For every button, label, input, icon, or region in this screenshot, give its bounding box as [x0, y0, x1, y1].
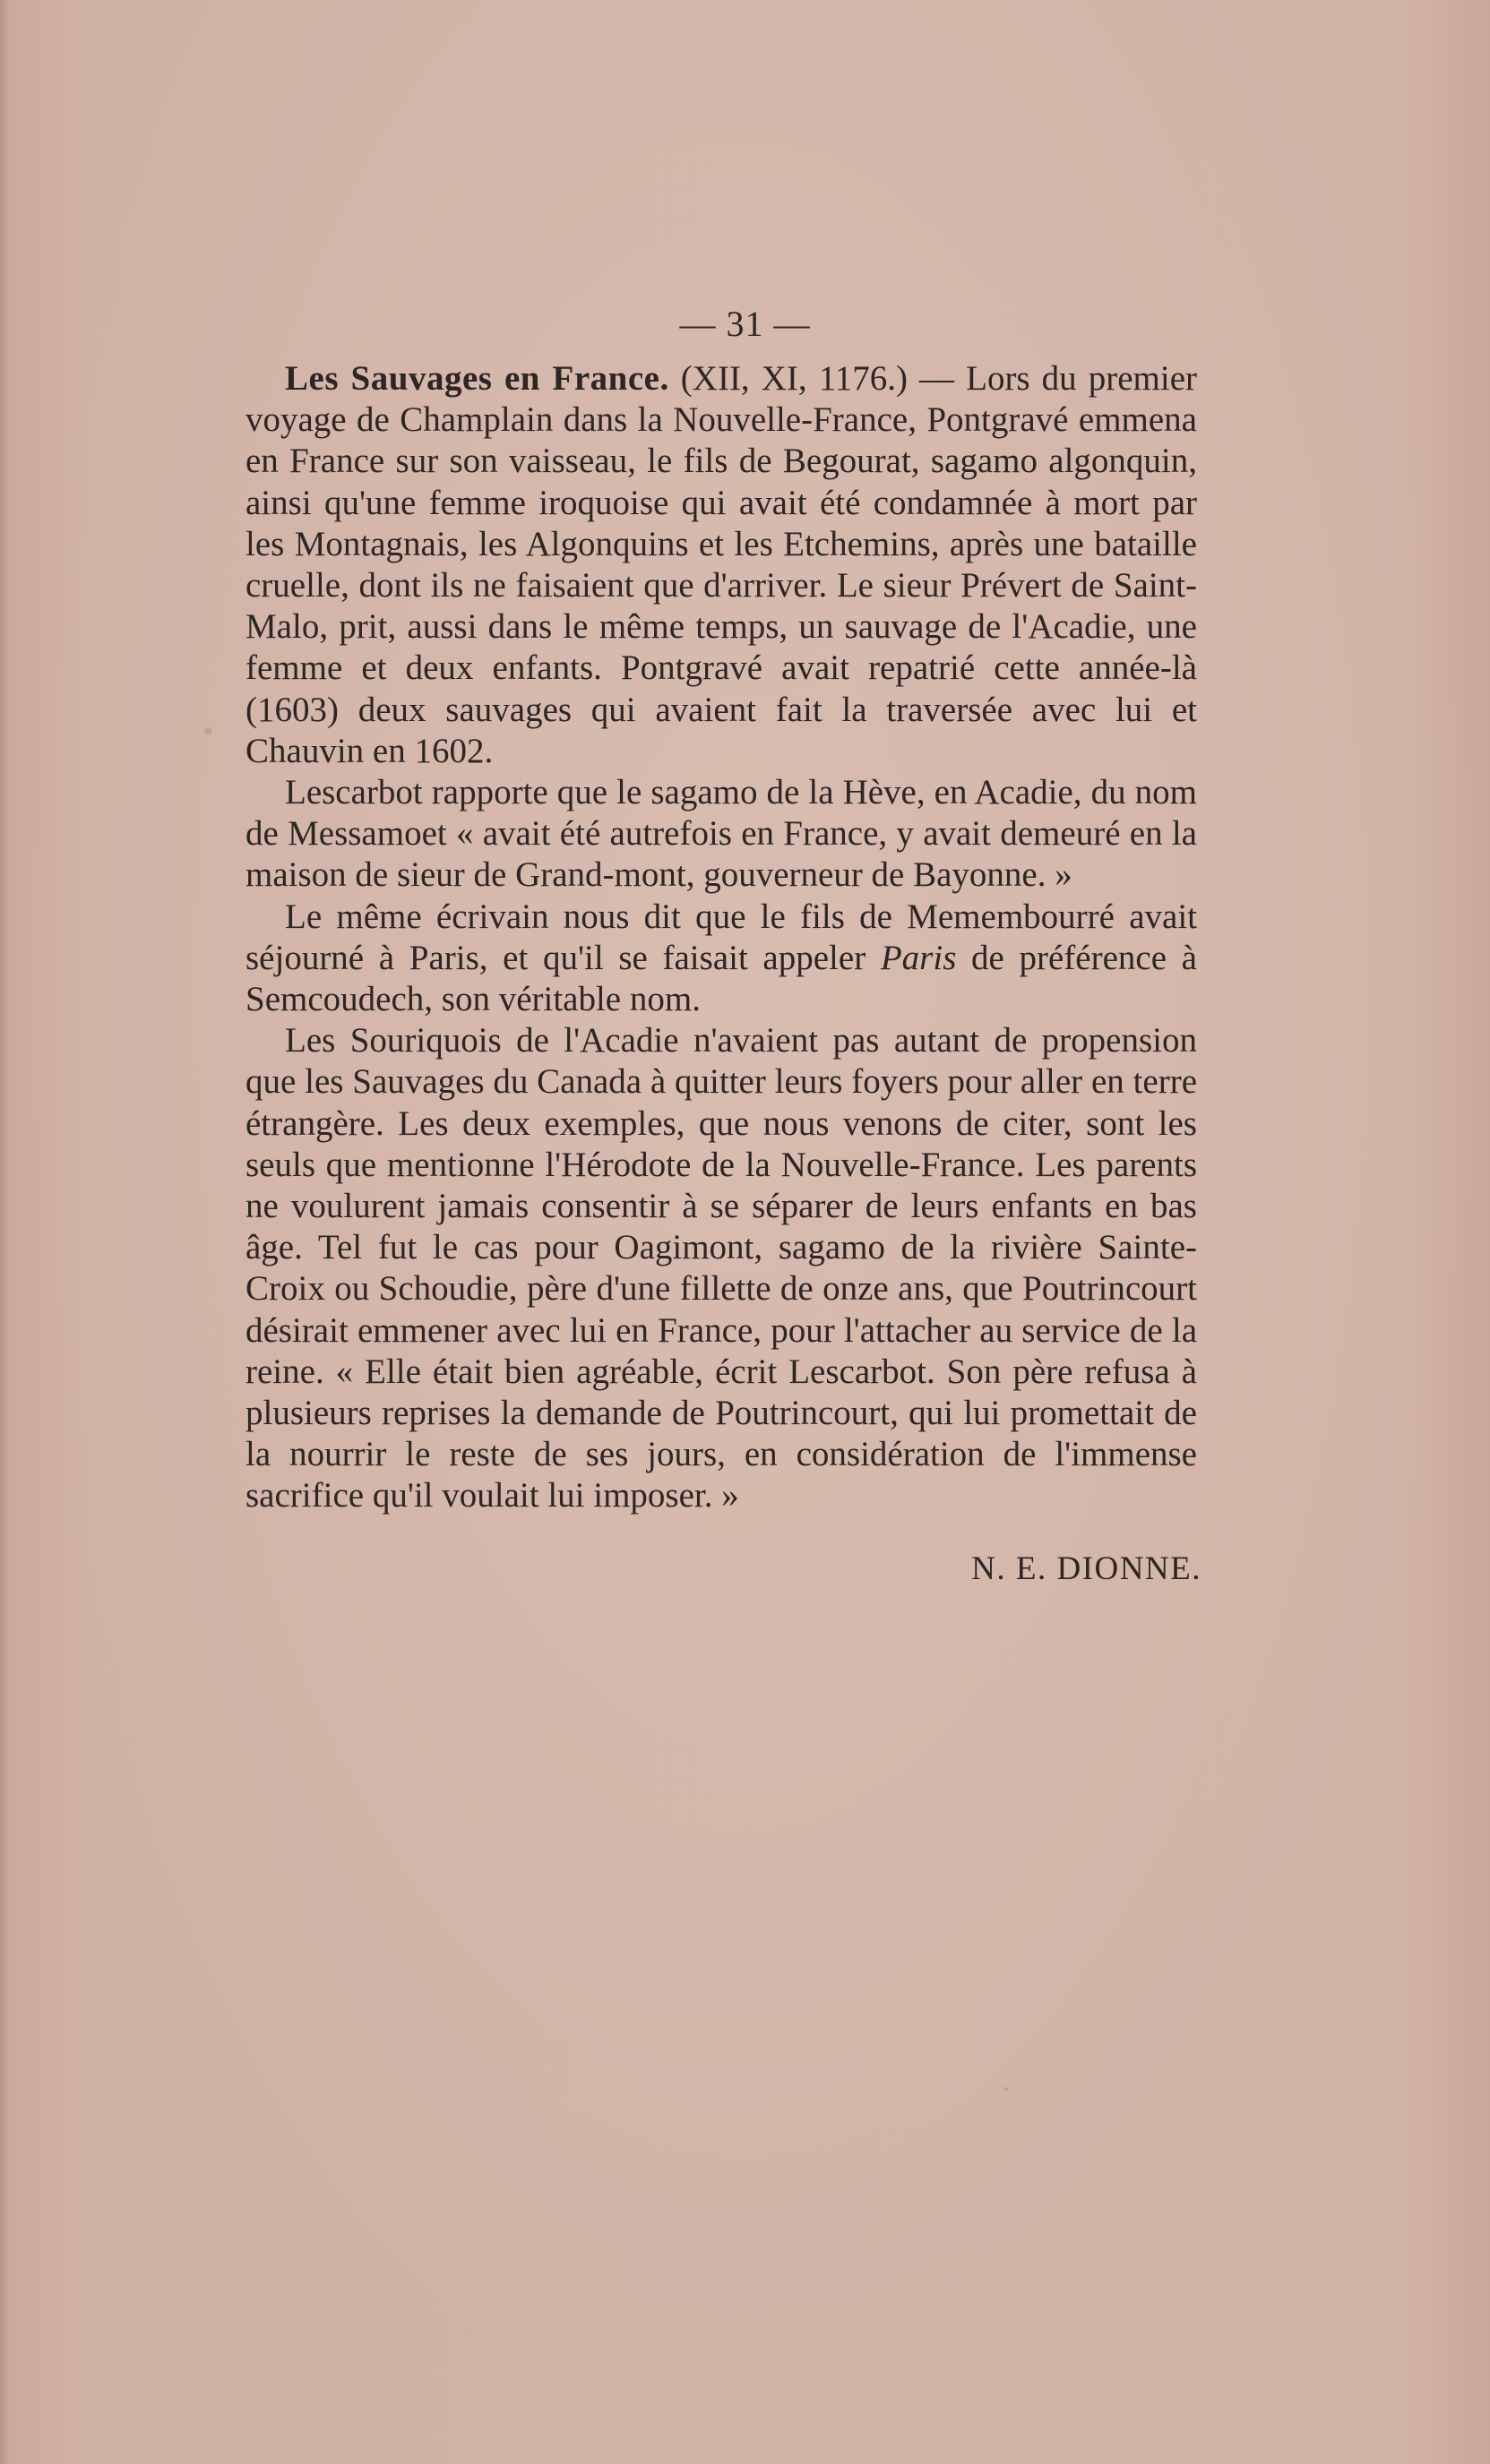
ink-speck [1003, 2087, 1008, 2091]
paragraph-3-text-b: de préférence à Semcoudech, son véritable nom. [245, 938, 1197, 1019]
paragraph-3-text-a: Le même écrivain nous dit que le fils de Memembourré avait séjourné à Paris, et qu'il se faisait appeler [245, 897, 1197, 977]
paragraph-4: Les Souriquois de l'Acadie n'avaient pas autant de propension que les Sauvages du Canada à quitter leurs foyers pour aller en terre étrangère. Les deux exemples, que nous venons de citer, sont les seuls que mentionne l'Hérodote de la Nouvelle-France. Les parents ne voulurent jamais consentir à se séparer de leurs enfants en bas âge. Tel fut le cas pour Oagimont, sagamo de la rivière Sainte-Croix ou Schoudie, père d'une fillette de onze ans, que Poutrincourt désirait emmener avec lui en France, pour l'attacher au service de la reine. « Elle était bien agréable, écrit Lescarbot. Son père refusa à plusieurs reprises la demande de Poutrincourt, qui lui promettait de la nourrir le reste de ses jours, en considération de l'immense sacrifice qu'il voulait lui imposer. » [245, 1021, 1197, 1515]
article-reference: (XII, XI, 1176.) — [668, 359, 967, 398]
paragraph-2: Lescarbot rapporte que le sagamo de la Hève, en Acadie, du nom de Messamoet « avait été autrefois en France, y avait demeuré en la maison de sieur de Grand-mont, gouverneur de Bayonne. » [245, 773, 1197, 895]
page-number: — 31 — [679, 304, 811, 344]
article-body [245, 358, 1197, 1517]
paragraph-1-text: Lors du premier voyage de Champlain dans la Nouvelle-France, Pontgravé emmena en France sur son vaisseau, le fils de Begourat, sagamo algonquin, ainsi qu'une femme iroquoise qui avait été condamnée à mort par les Montagnais, les Algonquins et les Etchemins, après une bataille cruelle, dont ils ne faisaient que d'arriver. Le sieur Prévert de Saint-Malo, prit, aussi dans le même temps, un sauvage de l'Acadie, une femme et deux enfants. Pontgravé avait repatrié cette année-là (1603) deux sauvages qui avaient fait la traversée avec lui et Chauvin en 1602. [245, 359, 1197, 770]
paragraph-3-italic: Paris [880, 938, 957, 977]
paragraph-1 [245, 358, 1197, 772]
paragraph-3 [245, 897, 1197, 1021]
article-heading: Les Sauvages en France. [285, 359, 669, 398]
ink-speck [204, 727, 212, 735]
author-signature: N. E. DIONNE. [971, 1550, 1201, 1587]
page-edge [0, 0, 9, 2464]
